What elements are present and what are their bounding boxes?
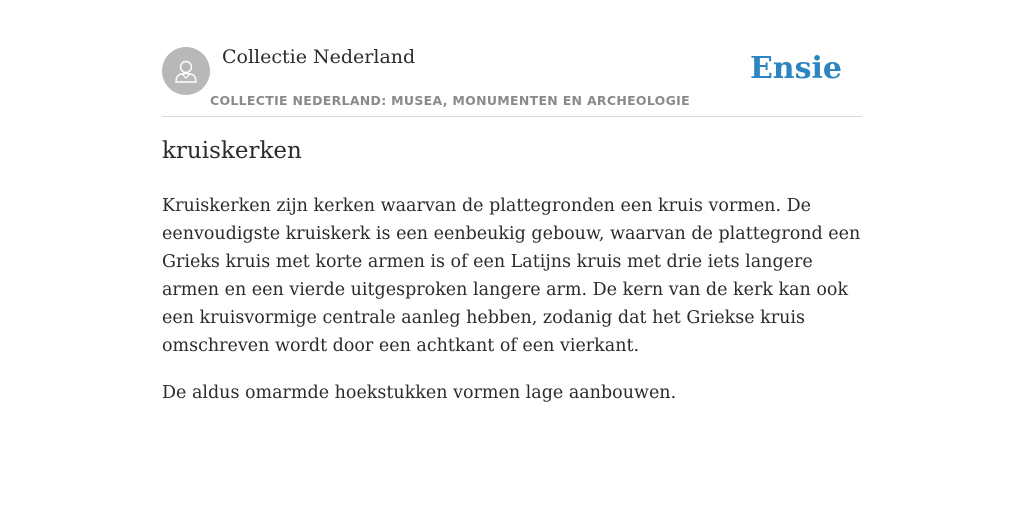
author-name-link[interactable]: Collectie Nederland xyxy=(222,46,416,68)
article-title: kruiskerken xyxy=(162,138,302,164)
paragraph: Kruiskerken zijn kerken waarvan de plattegronden een kruis vormen. De eenvoudigste kruiskerk is een eenbeukig gebouw, waarvan de plattegrond een Grieks kruis met korte armen is of een Latijns kruis met drie iets langere armen en een vierde uitgesproken langere arm. De kern van de kerk kan ook een kruisvormige centrale aanleg hebben, zodanig dat het Griekse kruis omschreven wordt door een achtkant of een vierkant. xyxy=(162,196,861,356)
article-header xyxy=(162,44,862,117)
paragraph: De aldus omarmde hoekstukken vormen lage aanbouwen. xyxy=(162,383,677,403)
ensie-logo[interactable]: Ensie xyxy=(749,51,842,86)
author-avatar[interactable] xyxy=(162,47,210,95)
source-label[interactable]: COLLECTIE NEDERLAND: MUSEA, MONUMENTEN EN ARCHEOLOGIE xyxy=(210,93,690,108)
article-body xyxy=(162,192,862,426)
user-icon xyxy=(171,56,201,86)
